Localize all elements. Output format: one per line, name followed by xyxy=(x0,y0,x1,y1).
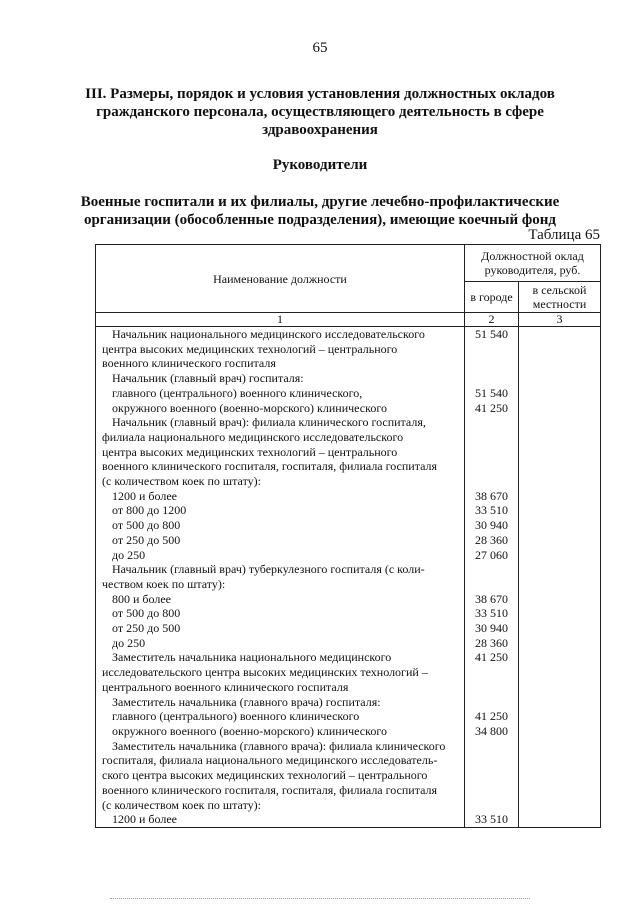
table-row xyxy=(96,606,601,621)
table-row xyxy=(96,650,601,694)
table-row xyxy=(96,371,601,386)
table-row xyxy=(96,562,601,591)
position-cell xyxy=(96,415,465,489)
position-cell xyxy=(96,739,465,813)
city-salary-value: 28 360 xyxy=(475,532,508,547)
city-salary-value: 28 360 xyxy=(475,635,508,650)
column-number-2: 2 xyxy=(465,313,519,327)
city-salary-cell xyxy=(465,371,519,386)
position-line: 800 и более xyxy=(112,591,172,606)
position-line: 1200 и более xyxy=(112,812,178,827)
table-row xyxy=(96,695,601,710)
rural-salary-cell xyxy=(519,562,601,591)
city-salary-cell xyxy=(465,606,519,621)
table-row xyxy=(96,548,601,563)
position-line: исследовательского центра высоких медицинских технологий – xyxy=(102,665,428,680)
group-title-line-1: Военные госпитали и их филиалы, другие лечебно-профилактические xyxy=(80,194,560,210)
city-salary-cell xyxy=(465,621,519,636)
position-line: чеством коек по штату): xyxy=(102,576,226,591)
position-line: Начальник (главный врач) туберкулезного госпиталя (с коли- xyxy=(112,562,425,577)
table-row xyxy=(96,401,601,416)
city-salary-cell xyxy=(465,415,519,489)
position-cell xyxy=(96,401,465,416)
city-salary-cell xyxy=(465,650,519,694)
city-salary-cell xyxy=(465,724,519,739)
city-salary-value: 30 940 xyxy=(475,621,508,636)
table-row xyxy=(96,636,601,651)
position-line: филиала национального медицинского исследовательского xyxy=(102,429,404,444)
city-salary-value xyxy=(465,371,518,386)
city-salary-cell xyxy=(465,518,519,533)
city-salary-cell xyxy=(465,812,519,827)
city-salary-value xyxy=(465,577,518,592)
city-salary-value xyxy=(465,665,518,680)
section-title: III. Размеры, порядок и условия установления должностных окладов гражданского персонала, осуществляющего деятельность в сфере здравоохранения xyxy=(85,86,555,138)
city-salary-cell xyxy=(465,489,519,504)
city-salary-cell xyxy=(465,533,519,548)
city-salary-cell xyxy=(465,695,519,710)
position-cell xyxy=(96,548,465,563)
rural-salary-cell xyxy=(519,621,601,636)
position-line: от 800 до 1200 xyxy=(112,503,187,518)
position-line: главного (центрального) военного клинического, xyxy=(112,385,363,400)
city-salary-value: 34 800 xyxy=(475,723,508,738)
table-row xyxy=(96,709,601,724)
position-line: Заместитель начальника (главного врача) госпиталя: xyxy=(112,694,381,709)
city-salary-value: 38 670 xyxy=(475,488,508,503)
table-row xyxy=(96,812,601,827)
position-line: Заместитель начальника (главного врача): филиала клинического xyxy=(112,738,446,753)
rural-salary-cell xyxy=(519,606,601,621)
rural-salary-cell xyxy=(519,386,601,401)
city-salary-value xyxy=(465,797,518,812)
rural-salary-cell xyxy=(519,636,601,651)
city-salary-value xyxy=(465,680,518,695)
position-line: Начальник национального медицинского исследовательского xyxy=(112,327,425,341)
position-line: госпиталя, филиала национального медицинского исследователь- xyxy=(102,753,438,768)
position-cell xyxy=(96,562,465,591)
city-salary-cell xyxy=(465,548,519,563)
city-salary-value xyxy=(465,445,518,460)
rural-salary-cell xyxy=(519,724,601,739)
header-city: в городе xyxy=(465,282,519,313)
position-cell xyxy=(96,371,465,386)
rural-salary-cell xyxy=(519,327,601,372)
city-salary-value: 51 540 xyxy=(475,385,508,400)
rural-salary-cell xyxy=(519,695,601,710)
table-row xyxy=(96,518,601,533)
rural-salary-cell xyxy=(519,650,601,694)
city-salary-cell xyxy=(465,739,519,813)
position-cell xyxy=(96,709,465,724)
header-rural: в сельской местности xyxy=(519,282,601,313)
city-salary-value: 41 250 xyxy=(475,400,508,415)
position-line: от 250 до 500 xyxy=(112,532,181,547)
table-row xyxy=(96,327,601,372)
position-line: от 500 до 800 xyxy=(112,518,181,533)
city-salary-value: 41 250 xyxy=(475,650,508,665)
position-line: военного клинического госпиталя xyxy=(102,356,276,371)
city-salary-cell xyxy=(465,503,519,518)
column-number-1: 1 xyxy=(96,313,465,327)
position-cell xyxy=(96,812,465,827)
table-row xyxy=(96,503,601,518)
rural-salary-cell xyxy=(519,371,601,386)
rural-salary-cell xyxy=(519,709,601,724)
city-salary-cell xyxy=(465,386,519,401)
city-salary-value xyxy=(465,783,518,798)
header-position: Наименование должности xyxy=(96,245,465,313)
table-row xyxy=(96,621,601,636)
city-salary-value xyxy=(465,356,518,371)
city-salary-value xyxy=(465,415,518,430)
rural-salary-cell xyxy=(519,503,601,518)
city-salary-cell xyxy=(465,327,519,372)
city-salary-value: 38 670 xyxy=(475,591,508,606)
city-salary-value xyxy=(465,739,518,754)
header-salary: Должностной оклад руководителя, руб. xyxy=(465,245,601,282)
rural-salary-cell xyxy=(519,739,601,813)
city-salary-value xyxy=(465,474,518,489)
city-salary-value: 33 510 xyxy=(475,812,508,827)
position-line: до 250 xyxy=(112,635,146,650)
position-line: центрального военного клинического госпиталя xyxy=(102,679,349,694)
position-line: Заместитель начальника национального медицинского xyxy=(112,650,392,665)
position-line: до 250 xyxy=(112,547,146,562)
city-salary-cell xyxy=(465,709,519,724)
rural-salary-cell xyxy=(519,592,601,607)
subtitle: Руководители xyxy=(272,157,368,173)
position-cell xyxy=(96,724,465,739)
position-line: (с количеством коек по штату): xyxy=(102,797,261,812)
table-row xyxy=(96,533,601,548)
group-title-line-2: организации (обособленные подразделения), имеющие коечный фонд xyxy=(83,212,557,228)
position-line: военного клинического госпиталя, госпиталя, филиала госпиталя xyxy=(102,782,438,797)
rural-salary-cell xyxy=(519,489,601,504)
position-line: 1200 и более xyxy=(112,488,178,503)
city-salary-cell xyxy=(465,401,519,416)
city-salary-cell xyxy=(465,592,519,607)
position-line: (с количеством коек по штату): xyxy=(102,474,261,489)
city-salary-value xyxy=(465,753,518,768)
rural-salary-cell xyxy=(519,812,601,827)
city-salary-cell xyxy=(465,562,519,591)
city-salary-value: 41 250 xyxy=(475,709,508,724)
city-salary-value xyxy=(465,430,518,445)
position-cell xyxy=(96,636,465,651)
position-line: окружного военного (военно-морского) клинического xyxy=(112,400,387,415)
position-cell xyxy=(96,503,465,518)
rural-salary-cell xyxy=(519,415,601,489)
table-body xyxy=(96,327,601,828)
scan-artifact xyxy=(110,898,530,901)
position-cell xyxy=(96,533,465,548)
column-number-3: 3 xyxy=(519,313,601,327)
position-line: центра высоких медицинских технологий – центрального xyxy=(102,444,398,459)
table-row xyxy=(96,724,601,739)
position-line: Начальник (главный врач) госпиталя: xyxy=(112,371,304,386)
position-cell xyxy=(96,518,465,533)
rural-salary-cell xyxy=(519,548,601,563)
salary-table xyxy=(95,244,601,828)
position-cell xyxy=(96,621,465,636)
city-salary-value: 33 510 xyxy=(475,606,508,621)
position-line: окружного военного (военно-морского) клинического xyxy=(112,723,387,738)
table-row xyxy=(96,489,601,504)
city-salary-value xyxy=(465,768,518,783)
city-salary-value xyxy=(465,459,518,474)
rural-salary-cell xyxy=(519,518,601,533)
position-cell xyxy=(96,650,465,694)
position-cell xyxy=(96,386,465,401)
city-salary-value: 51 540 xyxy=(475,327,508,341)
city-salary-value xyxy=(465,342,518,357)
position-cell xyxy=(96,695,465,710)
group-title xyxy=(80,193,560,229)
city-salary-value: 30 940 xyxy=(475,518,508,533)
table-caption: Таблица 65 xyxy=(528,227,600,243)
table-row xyxy=(96,592,601,607)
position-cell xyxy=(96,327,465,372)
city-salary-value: 27 060 xyxy=(475,547,508,562)
page-number: 65 xyxy=(312,40,328,56)
city-salary-value xyxy=(465,562,518,577)
city-salary-value: 33 510 xyxy=(475,503,508,518)
rural-salary-cell xyxy=(519,401,601,416)
position-line: Начальник (главный врач): филиала клинического госпиталя, xyxy=(112,415,426,430)
city-salary-value xyxy=(465,695,518,710)
position-cell xyxy=(96,592,465,607)
position-cell xyxy=(96,489,465,504)
position-line: от 250 до 500 xyxy=(112,621,181,636)
position-line: ского центра высоких медицинских технологий – центрального xyxy=(102,768,428,783)
position-line: главного (центрального) военного клинического xyxy=(112,709,360,724)
position-line: военного клинического госпиталя, госпиталя, филиала госпиталя xyxy=(102,459,438,474)
rural-salary-cell xyxy=(519,533,601,548)
position-line: от 500 до 800 xyxy=(112,606,181,621)
city-salary-cell xyxy=(465,636,519,651)
table-row xyxy=(96,415,601,489)
table-row xyxy=(96,739,601,813)
position-cell xyxy=(96,606,465,621)
table-row xyxy=(96,386,601,401)
position-line: центра высоких медицинских технологий – центрального xyxy=(102,341,398,356)
